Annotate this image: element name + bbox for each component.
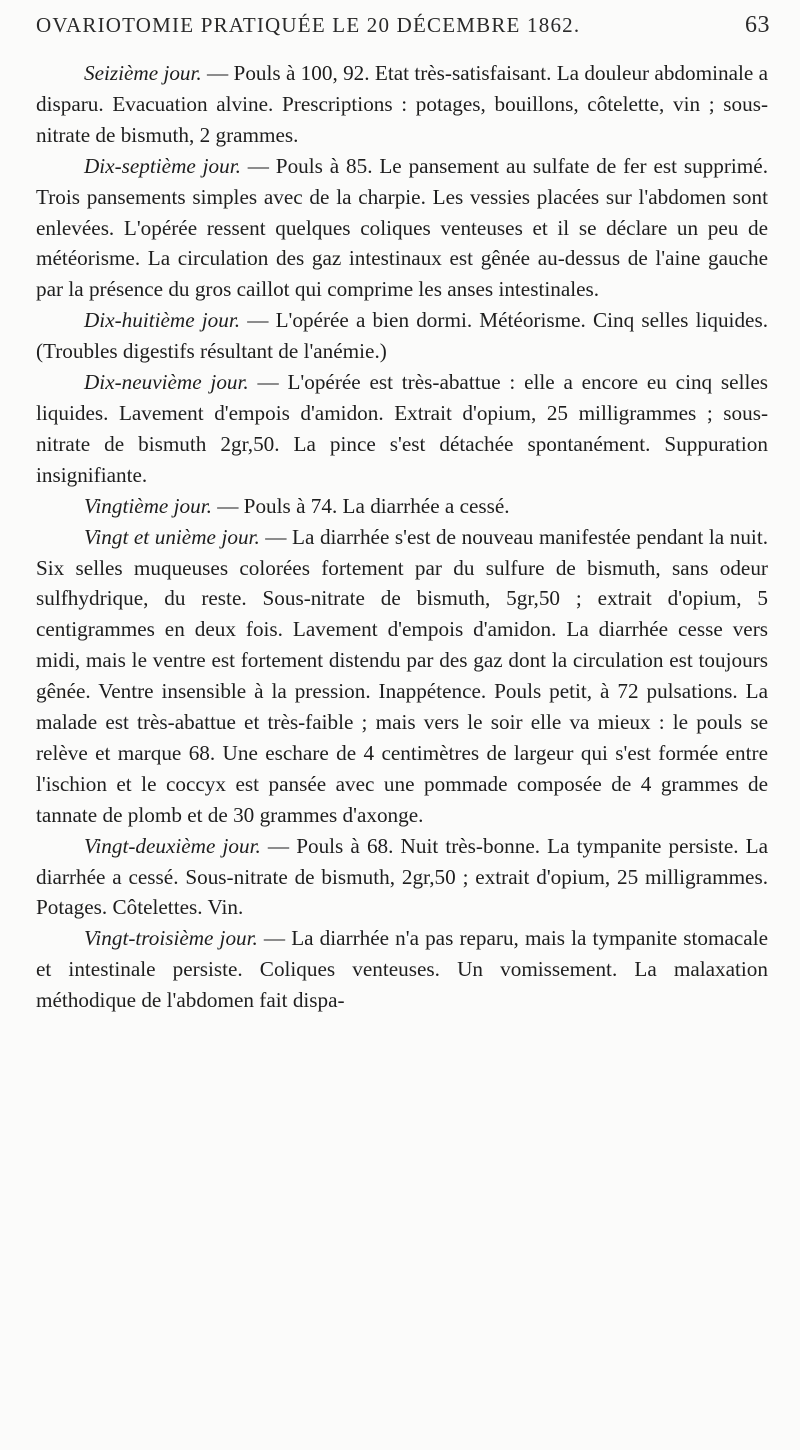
day-heading: Vingt et unième jour. xyxy=(84,524,260,549)
entry-text: — Pouls à 74. La diarrhée a cessé. xyxy=(211,493,510,518)
entry-text: — Pouls à 85. Le pansement au sulfate de fer est supprimé. Trois pansements simples avec de la charpie. Les vessies placées sur l'abdomen sont enlevées. L'opérée ressent quelques coliques venteuses et il se déclare un peu de météorisme. La circulation des gaz intestinaux est gênée au-dessus de l'aine gauche par la présence du gros caillot qui comprime les anses intestinales. xyxy=(36,153,768,302)
day-heading: Vingt-deuxième jour. xyxy=(84,833,261,858)
entry-day-20 xyxy=(36,491,768,522)
entry-text: — L'opérée a bien dormi. Météorisme. Cinq selles liquides. (Troubles digestifs résultant de l'anémie.) xyxy=(36,308,768,364)
running-head xyxy=(36,12,770,52)
day-heading: Vingt-troisième jour. xyxy=(84,926,258,951)
entry-text: — Pouls à 100, 92. Etat très-satisfaisant. La douleur abdominale a disparu. Evacuation alvine. Prescriptions : potages, bouillons, côtelette, vin ; sous-nitrate de bismuth, 2 grammes. xyxy=(36,61,768,147)
day-heading: Vingtième jour. xyxy=(84,493,212,518)
day-heading: Dix-neuvième jour. xyxy=(84,370,249,395)
entry-text: — La diarrhée s'est de nouveau manifestée pendant la nuit. Six selles muqueuses colorées fortement par du sulfure de bismuth, sans odeur sulfhydrique, du reste. Sous-nitrate de bismuth, 5gr,50 ; extrait d'opium, 5 centigrammes en deux fois. Lavement d'empois d'amidon. La diarrhée cesse vers midi, mais le ventre est fortement distendu par des gaz dont la circulation est toujours gênée. Ventre insensible à la pression. Inappétence. Pouls petit, à 72 pulsations. La malade est très-abattue et très-faible ; mais vers le soir elle va mieux : le pouls se relève et marque 68. Une eschare de 4 centimètres de largeur qui s'est formée entre l'ischion et le coccyx est pansée avec une pommade composée de 4 grammes de tannate de plomb et de 30 grammes d'axonge. xyxy=(36,524,769,827)
entry-day-17 xyxy=(36,151,768,306)
entry-day-23 xyxy=(36,923,768,1016)
entry-day-16 xyxy=(36,58,768,151)
entry-day-21 xyxy=(36,522,768,831)
entry-day-19 xyxy=(36,367,768,491)
entry-text: — Pouls à 68. Nuit très-bonne. La tympanite persiste. La diarrhée a cessé. Sous-nitrate de bismuth, 2gr,50 ; extrait d'opium, 25 milligrammes. Potages. Côtelettes. Vin. xyxy=(36,833,768,920)
day-heading: Dix-septième jour. xyxy=(84,153,241,178)
day-heading: Dix-huitième jour. xyxy=(84,308,241,333)
entry-text: — La diarrhée n'a pas reparu, mais la tympanite stomacale et intestinale persiste. Coliques venteuses. Un vomissement. La malaxation méthodique de l'abdomen fait dispa- xyxy=(36,926,769,1013)
entry-text: — L'opérée est très-abattue : elle a encore eu cinq selles liquides. Lavement d'empois d'amidon. Extrait d'opium, 25 milligrammes ; sous-nitrate de bismuth 2gr,50. La pince s'est détachée spontanément. Suppuration insignifiante. xyxy=(36,370,769,487)
running-head-title: OVARIOTOMIE PRATIQUÉE LE 20 DÉCEMBRE 1862. xyxy=(36,13,581,37)
page-number: 63 xyxy=(745,12,770,38)
entry-day-18 xyxy=(36,305,768,367)
day-heading: Seizième jour. xyxy=(84,61,202,85)
body-text xyxy=(36,58,768,1016)
entry-day-22 xyxy=(36,831,768,924)
